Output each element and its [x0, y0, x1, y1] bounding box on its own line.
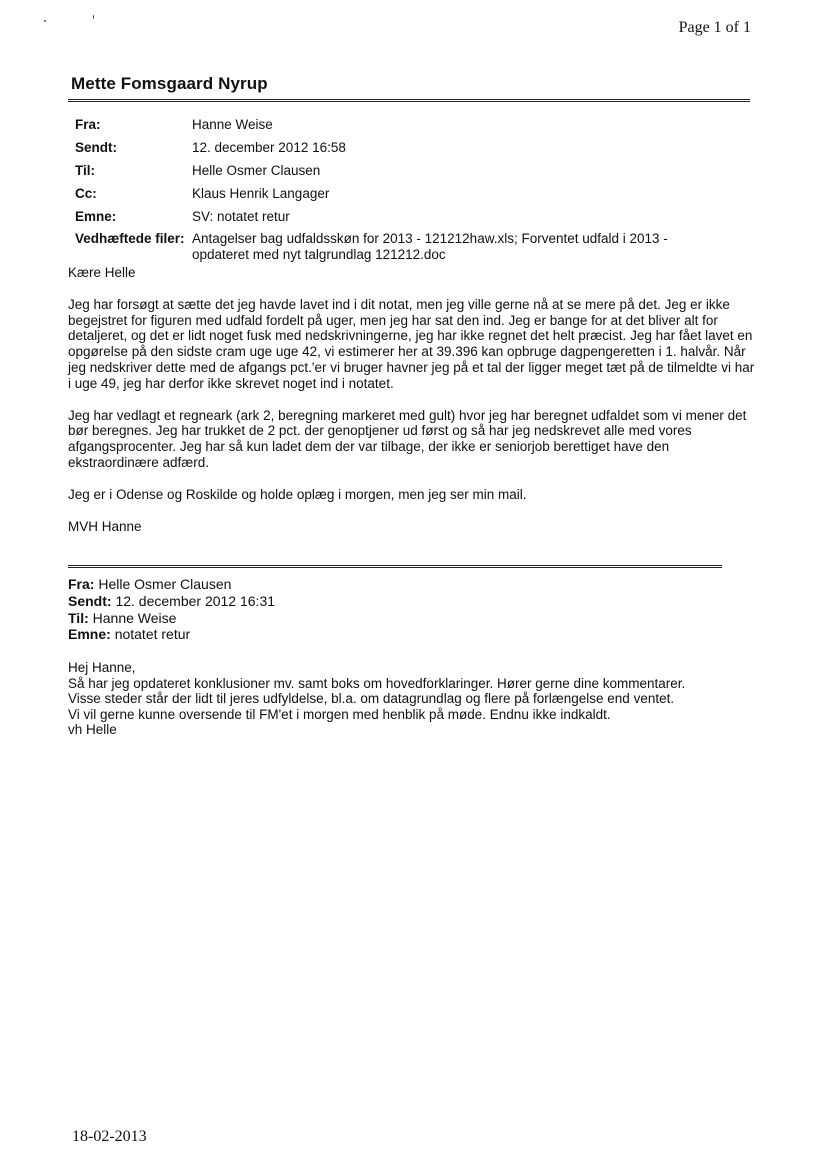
quoted-from-label: Fra:: [68, 576, 95, 592]
footer-date: 18-02-2013: [72, 1128, 147, 1145]
attachments-line: Antagelser bag udfaldsskøn for 2013 - 121212haw.xls; Forventet udfald i 2013 -: [192, 231, 668, 246]
header-cc-label: Cc:: [75, 186, 97, 201]
body-paragraph: Jeg er i Odense og Roskilde og holde oplæg i morgen, men jeg ser min mail.: [68, 486, 527, 502]
quoted-sent-value: 12. december 2012 16:31: [115, 592, 276, 609]
quoted-sent-label: Sendt:: [68, 592, 112, 609]
header-to-label: Til:: [75, 163, 95, 178]
body-paragraph: Jeg har forsøgt at sætte det jeg havde lavet ind i dit notat, men jeg ville gerne nå at se mere på det. Jeg er ikke begejstret for figuren med udfald fordelt på uger, men jeg har sat den ind. Jeg er bange for at det bliver alt for detaljeret, og det er lidt noget fusk med nedskrivningerne, jeg har ikke regnet det helt præcist. Jeg har fået lavet en opgørelse på den sidste cram uge uge 42, vi estimerer her at 39.396 kan opbruge dagpengeretten i 1. halvår. Når jeg nedskriver dette med de afgangs pct.'er vi bruger havner jeg på et tal der ligger meget tæt på de tilmeldte vi har i uge 49, jeg har derfor ikke skrevet noget ind i notatet.: [68, 296, 755, 391]
header-sent-label: Sendt:: [75, 140, 117, 155]
header-subject-row: [75, 205, 755, 228]
quoted-subject-value: notatet retur: [114, 626, 191, 643]
signoff: MVH Hanne: [68, 518, 142, 534]
header-to-value: Helle Osmer Clausen: [192, 163, 321, 178]
header-from-label: Fra:: [75, 117, 101, 132]
header-subject-label: Emne:: [75, 209, 117, 224]
email-body: [68, 265, 758, 550]
account-name: Mette Fomsgaard Nyrup: [71, 74, 268, 93]
header-from-value: Hanne Weise: [192, 117, 273, 132]
quoted-body: [68, 660, 768, 738]
quoted-subject-label: Emne:: [68, 626, 111, 643]
quoted-to-row: [68, 610, 748, 627]
header-cc-value: Klaus Henrik Langager: [192, 186, 330, 201]
header-sent-value: 12. december 2012 16:58: [192, 140, 346, 155]
header-attachments-label: Vedhæftede filer:: [75, 231, 185, 246]
quoted-line: vh Helle: [68, 722, 117, 738]
quoted-subject-row: [68, 626, 748, 643]
header-cc-row: [75, 182, 755, 205]
quoted-line: Hej Hanne,: [68, 660, 136, 675]
quoted-line: Vi vil gerne kunne oversende til FM'et i morgen med henblik på møde. Endnu ikke indkaldt.: [68, 706, 611, 722]
quoted-headers: [68, 576, 748, 643]
header-attachments-row: [75, 231, 755, 263]
scan-speck: [93, 15, 94, 19]
quoted-from-row: [68, 576, 748, 593]
quoted-to-value: Hanne Weise: [92, 609, 177, 626]
body-paragraph: Jeg har vedlagt et regneark (ark 2, beregning markeret med gult) hvor jeg har beregnet udfaldet som vi mener det bør beregnes. Jeg har trukket de 2 pct. der genoptjener ud først og så har jeg nedskrevet alle med vores afgangsprocenter. Jeg har så kun ladet dem der var tilbage, der ikke er seniorjob berettiget have den ekstraordinære adfærd.: [68, 407, 747, 470]
header-subject-value: SV: notatet retur: [192, 209, 290, 224]
quoted-to-label: Til:: [68, 609, 89, 626]
header-sent-row: [75, 136, 755, 159]
header-to-row: [75, 159, 755, 182]
attachments-line: opdateret med nyt talgrundlag 121212.doc: [192, 247, 446, 262]
greeting: Kære Helle: [68, 265, 136, 280]
header-divider: [68, 99, 750, 102]
quoted-from-value: Helle Osmer Clausen: [98, 576, 232, 592]
quote-divider: [68, 565, 722, 568]
header-from-row: [75, 113, 755, 136]
email-headers: [75, 113, 755, 263]
scan-speck: [44, 20, 46, 22]
quoted-line: Så har jeg opdateret konklusioner mv. samt boks om hovedforklaringer. Hører gerne dine kommentarer.: [68, 675, 686, 691]
quoted-sent-row: [68, 593, 748, 610]
page-number: Page 1 of 1: [678, 19, 751, 36]
attachments-list: [192, 231, 755, 263]
quoted-line: Visse steder står der lidt til jeres udfyldelse, bl.a. om datagrundlag og flere på forlængelse end ventet.: [68, 691, 675, 707]
